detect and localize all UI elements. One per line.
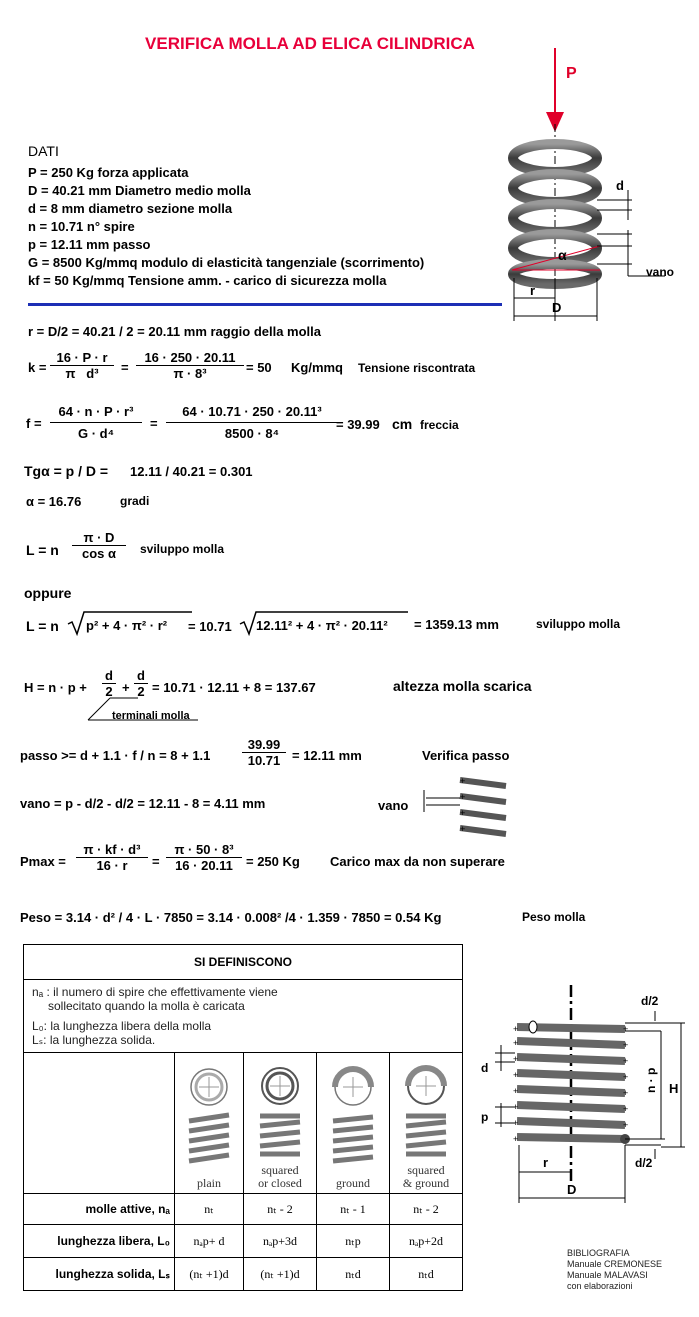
dati-line: d = 8 mm diametro sezione molla (28, 201, 233, 216)
table-row: molle attive, nₐ nₜ nₜ - 2 nₜ - 1 nₜ - 2 (24, 1194, 463, 1225)
deflection-lhs: f = (26, 416, 42, 431)
tan-alpha-rhs: 12.11 / 40.21 = 0.301 (130, 464, 253, 479)
tension-numerator: 16 · P · r (56, 350, 108, 365)
alpha-unit: gradi (120, 494, 150, 508)
radius-formula: r = D/2 = 40.21 / 2 = 20.11 mm raggio della molla (28, 324, 322, 339)
pmax-numerator-values: π · 50 · 8³ (174, 842, 234, 857)
svg-text:+: + (623, 1024, 629, 1034)
tension-fraction-1 (50, 350, 114, 381)
tension-denominator-values: π · 8³ (136, 365, 244, 381)
gap-figure (376, 776, 510, 844)
weight-label: Peso molla (522, 910, 586, 924)
svg-text:+: + (513, 1054, 519, 1064)
svg-text:+: + (513, 1134, 519, 1144)
dati-line: p = 12.11 mm passo (28, 237, 151, 252)
svg-text:+: + (513, 1024, 519, 1034)
half-d-bottom-label: d/2 (635, 1156, 653, 1170)
length2-label: sviluppo molla (536, 617, 621, 631)
section-d-label: d (481, 1061, 489, 1075)
tension-result: = 50 (246, 360, 272, 375)
diameter-label: D (552, 300, 562, 315)
length-fraction (72, 530, 126, 561)
svg-text:+: + (623, 1072, 629, 1082)
dati-line: n = 10.71 n° spire (28, 219, 135, 234)
spring-coils (513, 144, 597, 284)
height-rhs: = 10.71 · 12.11 + 8 = 137.67 (152, 680, 316, 695)
svg-text:+: + (623, 1088, 629, 1098)
table-row: lunghezza libera, L₀ nₐp+ d nₐp+3d nₜp nₐp+2d (24, 1225, 463, 1258)
dati-line: kf = 50 Kg/mmq Tensione amm. - carico di sicurezza molla (28, 273, 387, 288)
equals: = (121, 360, 129, 375)
section-D-label: D (567, 1182, 577, 1197)
tension-label: Tensione riscontrata (358, 361, 476, 375)
pitch-lhs: passo >= d + 1.1 · f / n = 8 + 1.1 (20, 748, 211, 763)
tension-lhs: k = (28, 360, 47, 375)
height-label-fig: H (669, 1081, 679, 1096)
pitch-numerator: 39.99 (247, 737, 281, 752)
section-p-label: p (481, 1110, 489, 1124)
svg-text:+: + (623, 1120, 629, 1130)
svg-text:+: + (513, 1038, 519, 1048)
svg-text:+: + (460, 792, 466, 802)
oppure-text: oppure (24, 585, 72, 601)
d-cubed: d³ (86, 366, 99, 381)
spring-type-squared-ground: squared & ground (390, 1053, 463, 1194)
tension-numerator-values: 16 · 250 · 20.11 (144, 350, 236, 365)
radicand-2: 12.11² + 4 · π² · 20.11² (256, 618, 388, 633)
half-d-fraction-2: $\frac{d}{2}$ (134, 668, 148, 699)
pitch-fraction (242, 737, 286, 768)
gap-formula: vano = p - d/2 - d/2 = 12.11 - 8 = 4.11 mm (20, 796, 266, 811)
table-header: SI DEFINISCONO (24, 945, 463, 980)
deflection-denominator-values: 8500 · 8⁴ (166, 422, 338, 441)
length2-lhs: L = n (26, 618, 59, 634)
length-lhs: L = n (26, 542, 59, 558)
pitch-rhs: = 12.11 mm (292, 748, 362, 763)
half-d-top-label: d/2 (641, 994, 659, 1008)
squared-ground-spring-icon (396, 1064, 456, 1160)
weight-formula: Peso = 3.14 · d² / 4 · L · 7850 = 3.14 · 0.008² /4 · 1.359 · 7850 = 0.54 Kg (20, 910, 442, 925)
gap-fig-label: vano (378, 798, 409, 813)
terminals-label: terminali molla (112, 710, 190, 722)
length-label: sviluppo molla (140, 542, 225, 556)
spring-figure (500, 46, 699, 326)
svg-text:+: + (513, 1102, 519, 1112)
spring-section-figure (475, 985, 695, 1210)
svg-text:+: + (623, 1104, 629, 1114)
equals: = (150, 416, 158, 431)
force-label: P (566, 65, 577, 82)
height-lhs: H = n · p + (24, 680, 87, 695)
deflection-numerator-values: 64 · 10.71 · 250 · 20.11³ (182, 404, 322, 419)
deflection-unit: cm (392, 416, 413, 432)
svg-text:+: + (623, 1056, 629, 1066)
pmax-label: Carico max da non superare (330, 854, 505, 869)
gap-label: vano (646, 265, 675, 279)
length-numerator: π · D (83, 530, 115, 545)
dati-line: P = 250 Kg forza applicata (28, 165, 189, 180)
section-r-label: r (543, 1155, 549, 1170)
length2-result: = 1359.13 mm (414, 617, 499, 632)
alpha-value: α = 16.76 (26, 494, 82, 509)
deflection-fraction-2 (166, 404, 338, 441)
pmax-result: = 250 Kg (246, 854, 300, 869)
pmax-lhs: Pmax = (20, 854, 66, 869)
dati-header: DATI (28, 143, 59, 159)
pitch-label: Verifica passo (422, 748, 510, 763)
pmax-numerator: π · kf · d³ (83, 842, 141, 857)
svg-text:+: + (460, 776, 466, 786)
wire-diameter-label: d (616, 178, 624, 193)
pitch-denominator: 10.71 (242, 752, 286, 768)
squared-spring-icon (250, 1064, 310, 1160)
plain-spring-icon (179, 1065, 239, 1173)
bibliography: BIBLIOGRAFIA Manuale CREMONESE Manuale MALAVASI con elaborazioni (567, 1248, 663, 1291)
pi-symbol: π (65, 366, 76, 381)
page-title: VERIFICA MOLLA AD ELICA CILINDRICA (145, 34, 475, 53)
length-denominator: cos α (72, 545, 126, 561)
radicand-1: p² + 4 · π² · r² (86, 618, 168, 633)
radius-label: r (530, 283, 536, 298)
pmax-fraction-2 (166, 842, 242, 873)
table-notes: nₐ : il numero di spire che effettivamente viene sollecitato quando la molla è caricata L₀: la lunghezza libera della molla Lₛ: la lunghezza solida. (24, 980, 463, 1053)
deflection-numerator: 64 · n · P · r³ (58, 404, 134, 419)
svg-text:+: + (623, 1040, 629, 1050)
height-label: altezza molla scarica (393, 678, 532, 694)
spring-type-squared: squared or closed (244, 1053, 317, 1194)
half-d-fraction-1: $\frac{d}{2}$ (102, 668, 116, 699)
ground-spring-icon (323, 1065, 383, 1173)
deflection-label: freccia (420, 418, 459, 432)
definitions-table (23, 944, 463, 1291)
svg-text:+: + (460, 808, 466, 818)
tension-fraction-2 (136, 350, 244, 381)
spring-type-ground: ground (317, 1053, 390, 1194)
divider-bar (28, 303, 502, 306)
np-label: n · p (644, 1067, 658, 1093)
svg-text:+: + (513, 1086, 519, 1096)
pmax-denominator-values: 16 · 20.11 (166, 857, 242, 873)
dati-line: D = 40.21 mm Diametro medio molla (28, 183, 251, 198)
angle-label: α (558, 247, 567, 263)
length2-equals: = 10.71 (188, 619, 232, 634)
pmax-fraction-1 (76, 842, 148, 873)
spring-type-plain: plain (175, 1053, 244, 1194)
tan-alpha-lhs: Tgα = p / D = (24, 463, 109, 479)
deflection-denominator: G · d⁴ (50, 422, 142, 441)
pmax-denominator: 16 · r (76, 857, 148, 873)
svg-text:+: + (460, 824, 466, 834)
svg-text:+: + (513, 1070, 519, 1080)
svg-text:+: + (513, 1118, 519, 1128)
plus-sign: + (122, 680, 130, 695)
dati-line: G = 8500 Kg/mmq modulo di elasticità tangenziale (scorrimento) (28, 255, 425, 270)
deflection-result: = 39.99 (336, 417, 380, 432)
tension-unit: Kg/mmq (291, 360, 343, 375)
table-row: lunghezza solida, Lₛ (nₜ +1)d (nₜ +1)d nₜd nₜd (24, 1258, 463, 1291)
equals: = (152, 854, 160, 869)
deflection-fraction-1 (50, 404, 142, 441)
